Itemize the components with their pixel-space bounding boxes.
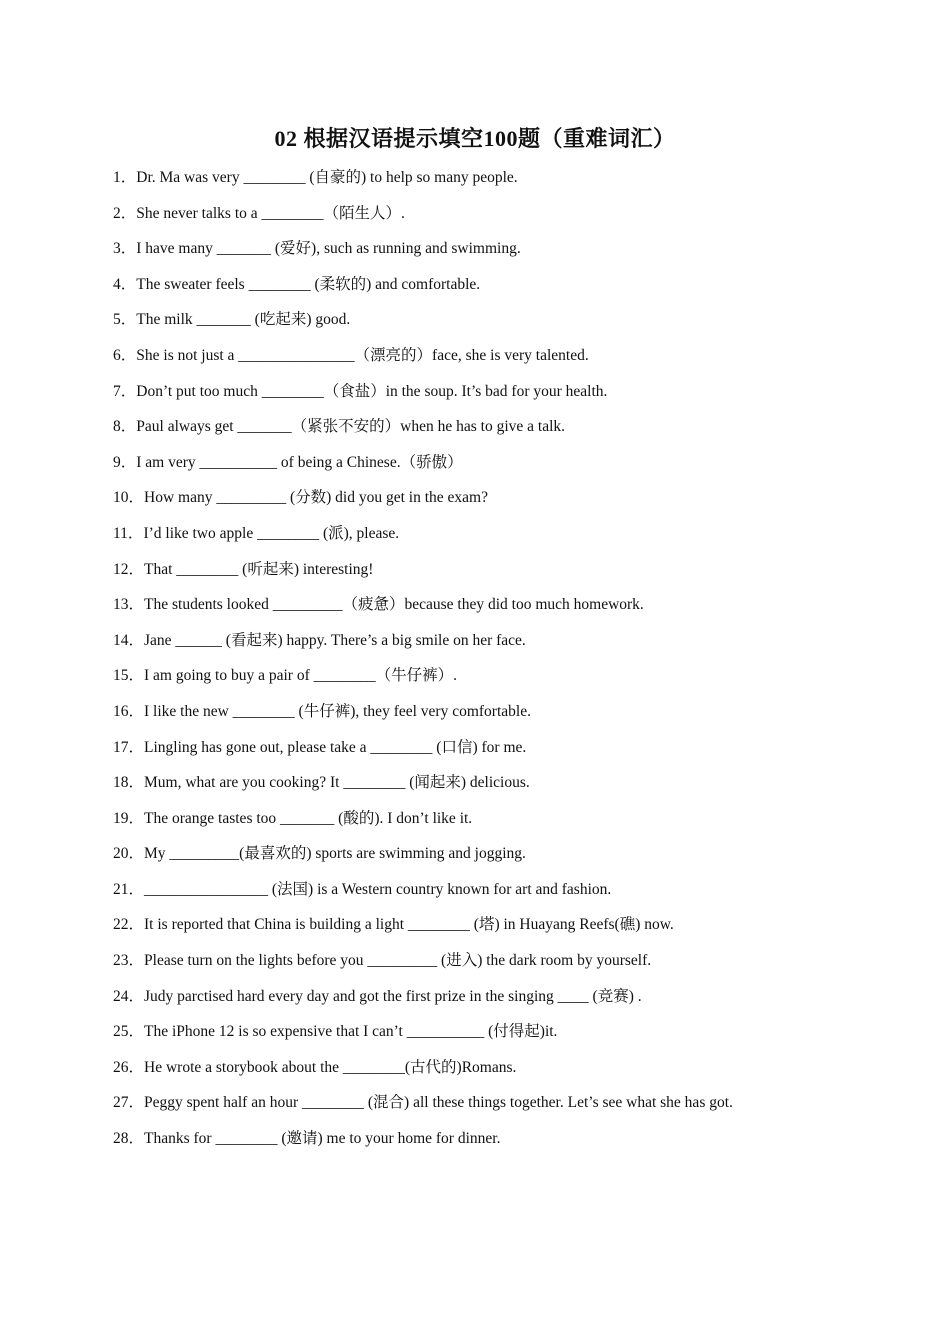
question-item bbox=[113, 1124, 893, 1160]
question-item bbox=[113, 199, 893, 235]
question-text: The milk _______ (吃起来) good. bbox=[136, 311, 351, 329]
question-number: 19． bbox=[113, 809, 145, 827]
question-text: It is reported that China is building a light ________ (塔) in Huayang Reefs(礁) now. bbox=[144, 916, 674, 934]
question-number: 16． bbox=[113, 702, 145, 720]
question-item bbox=[113, 1088, 893, 1124]
question-text: I have many _______ (爱好), such as running and swimming. bbox=[136, 240, 521, 258]
question-text: I’d like two apple ________ (派), please. bbox=[143, 524, 400, 542]
question-text: I am very __________ of being a Chinese.（骄傲） bbox=[136, 453, 463, 471]
question-text: Lingling has gone out, please take a ________ (口信) for me. bbox=[144, 738, 527, 756]
question-item bbox=[113, 804, 893, 840]
question-item bbox=[113, 590, 893, 626]
question-text: I like the new ________ (牛仔裤), they feel very comfortable. bbox=[144, 702, 531, 720]
question-item bbox=[113, 483, 893, 519]
question-item bbox=[113, 519, 893, 555]
question-text: Don’t put too much ________（食盐）in the soup. It’s bad for your health. bbox=[136, 382, 608, 400]
question-item bbox=[113, 697, 893, 733]
question-text: ________________ (法国) is a Western country known for art and fashion. bbox=[144, 880, 612, 898]
question-list bbox=[113, 163, 893, 1160]
question-item bbox=[113, 626, 893, 662]
question-item bbox=[113, 234, 893, 270]
question-number: 2． bbox=[113, 204, 137, 222]
question-number: 22． bbox=[113, 916, 145, 934]
question-number: 18． bbox=[113, 774, 145, 792]
question-number: 4． bbox=[113, 275, 137, 293]
question-number: 17． bbox=[113, 738, 145, 756]
question-text: Jane ______ (看起来) happy. There’s a big smile on her face. bbox=[144, 631, 526, 649]
question-text: Paul always get _______（紧张不安的）when he has to give a talk. bbox=[136, 418, 566, 436]
question-number: 14． bbox=[113, 631, 145, 649]
question-item bbox=[113, 448, 893, 484]
question-item bbox=[113, 1017, 893, 1053]
question-text: Dr. Ma was very ________ (自豪的) to help so many people. bbox=[136, 169, 518, 186]
question-text: He wrote a storybook about the ________(古代的)Romans. bbox=[144, 1058, 517, 1076]
question-text: Peggy spent half an hour ________ (混合) all these things together. Let’s see what she has got. bbox=[144, 1094, 733, 1112]
question-number: 21． bbox=[113, 880, 145, 898]
question-text: That ________ (听起来) interesting! bbox=[144, 560, 374, 578]
question-text: She is not just a _______________（漂亮的）face, she is very talented. bbox=[136, 346, 589, 364]
question-text: Please turn on the lights before you _________ (进入) the dark room by yourself. bbox=[144, 952, 652, 970]
question-item bbox=[113, 341, 893, 377]
question-item bbox=[113, 1053, 893, 1089]
question-item bbox=[113, 982, 893, 1018]
question-number: 12． bbox=[113, 560, 145, 578]
question-item bbox=[113, 875, 893, 911]
question-number: 24． bbox=[113, 987, 145, 1005]
question-item bbox=[113, 910, 893, 946]
question-item bbox=[113, 412, 893, 448]
question-item bbox=[113, 839, 893, 875]
question-text: She never talks to a ________（陌生人）. bbox=[136, 204, 405, 222]
question-number: 28． bbox=[113, 1130, 145, 1148]
question-number: 13． bbox=[113, 596, 145, 614]
question-text: I am going to buy a pair of ________（牛仔裤）. bbox=[144, 667, 457, 685]
question-number: 9． bbox=[113, 453, 137, 471]
question-item bbox=[113, 377, 893, 413]
question-number: 11． bbox=[113, 524, 144, 542]
question-text: The sweater feels ________ (柔软的) and comfortable. bbox=[136, 275, 481, 293]
question-text: The orange tastes too _______ (酸的). I don’t like it. bbox=[144, 809, 473, 827]
question-number: 6． bbox=[113, 346, 137, 364]
question-text: How many _________ (分数) did you get in the exam? bbox=[144, 489, 488, 507]
question-number: 7． bbox=[113, 382, 137, 400]
question-item bbox=[113, 733, 893, 769]
page-title: 02 根据汉语提示填空100题（重难词汇） bbox=[274, 126, 676, 151]
question-number: 20． bbox=[113, 845, 145, 863]
question-text: Thanks for ________ (邀请) me to your home for dinner. bbox=[144, 1130, 501, 1148]
question-number: 3． bbox=[113, 240, 137, 258]
question-text: Judy parctised hard every day and got the first prize in the singing ____ (竞赛) . bbox=[144, 987, 642, 1005]
question-number: 10． bbox=[113, 489, 145, 507]
question-text: The iPhone 12 is so expensive that I can’t __________ (付得起)it. bbox=[144, 1023, 558, 1041]
question-item bbox=[113, 163, 893, 199]
question-item bbox=[113, 555, 893, 591]
question-number: 8． bbox=[113, 418, 137, 436]
question-item bbox=[113, 661, 893, 697]
question-number: 23． bbox=[113, 952, 145, 970]
question-number: 5． bbox=[113, 311, 137, 329]
question-item bbox=[113, 946, 893, 982]
question-number: 27． bbox=[113, 1094, 145, 1112]
question-item bbox=[113, 270, 893, 306]
question-number: 15． bbox=[113, 667, 145, 685]
question-text: My _________(最喜欢的) sports are swimming and jogging. bbox=[144, 845, 526, 863]
question-number: 25． bbox=[113, 1023, 145, 1041]
question-item bbox=[113, 305, 893, 341]
question-text: The students looked _________（疲惫）because they did too much homework. bbox=[144, 596, 644, 614]
question-number: 1． bbox=[113, 169, 137, 186]
question-item bbox=[113, 768, 893, 804]
question-number: 26． bbox=[113, 1058, 145, 1076]
question-text: Mum, what are you cooking? It ________ (闻起来) delicious. bbox=[144, 774, 530, 792]
